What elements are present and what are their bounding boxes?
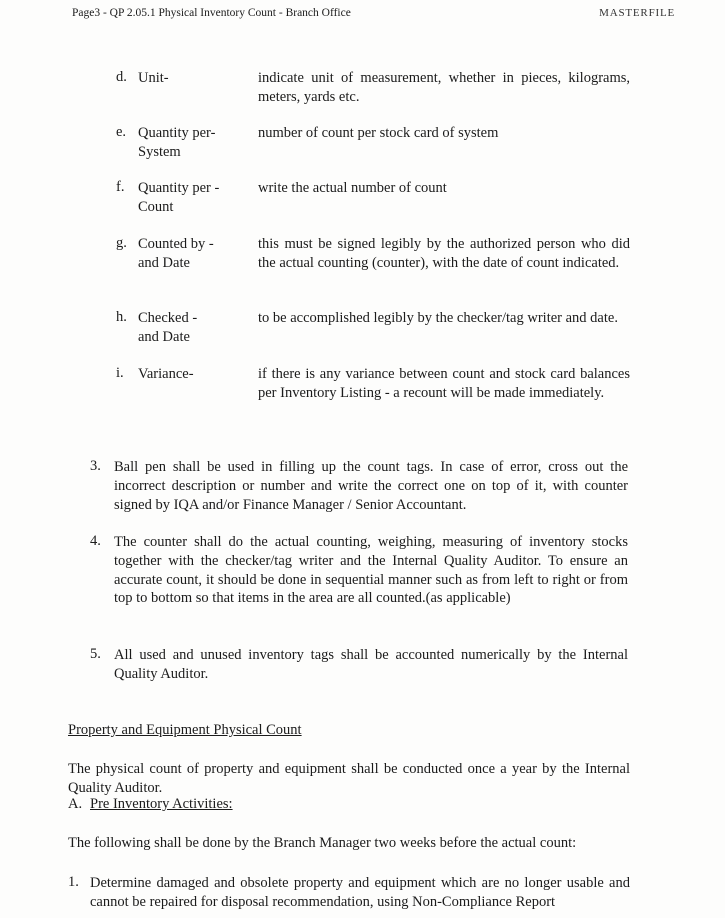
definition-description: to be accomplished legibly by the checker/tag writer and date. xyxy=(258,310,618,326)
definition-term: Quantity per- System xyxy=(138,125,216,160)
definition-letter: f. xyxy=(116,179,125,195)
definition-letter: i. xyxy=(116,365,124,381)
definition-description: indicate unit of measurement, whether in pieces, kilograms, meters, yards etc. xyxy=(258,70,630,105)
paragraph-number: 4. xyxy=(90,533,101,549)
definition-letter: d. xyxy=(116,69,127,85)
paragraph-text: The counter shall do the actual counting, weighing, measuring of inventory stocks together with the checker/tag writer and the Internal Quality Auditor. To ensure an accurate count, it should be done in sequential manner such as from left to right or from top to bottom so that items in the area are all counted.(as applicable) xyxy=(114,534,628,607)
definition-letter: h. xyxy=(116,309,127,325)
subsection-heading xyxy=(68,796,233,813)
definition-term: Variance- xyxy=(138,366,194,382)
definition-description: this must be signed legibly by the authorized person who did the actual counting (counter), with the date of count indicated. xyxy=(258,236,630,271)
definition-term: Counted by - and Date xyxy=(138,236,214,271)
subsection-title: Pre Inventory Activities: xyxy=(90,796,233,812)
subsection-letter: A. xyxy=(68,796,83,812)
paragraph-text: Ball pen shall be used in filling up the count tags. In case of error, cross out the incorrect description or number and write the correct one on top of it, with counter signed by IQA and/or Finance Manager / Senior Accountant. xyxy=(114,459,628,513)
definition-description: if there is any variance between count and stock card balances per Inventory Listing - a recount will be made immediately. xyxy=(258,366,630,401)
section-heading: Property and Equipment Physical Count xyxy=(68,722,302,738)
item-text: Determine damaged and obsolete property and equipment which are no longer usable and cannot be repaired for disposal recommendation, using Non-Compliance Report xyxy=(90,875,630,910)
definition-letter: g. xyxy=(116,235,127,251)
page-header-title: Page3 - QP 2.05.1 Physical Inventory Count - Branch Office xyxy=(72,7,351,19)
definition-description: number of count per stock card of system xyxy=(258,125,499,141)
definition-term: Quantity per - Count xyxy=(138,180,220,215)
lead-sentence: The following shall be done by the Branch Manager two weeks before the actual count: xyxy=(68,835,577,851)
paragraph-number: 5. xyxy=(90,646,101,662)
definition-letter: e. xyxy=(116,124,127,140)
page-header-label: MASTERFILE xyxy=(599,7,675,19)
paragraph-text: All used and unused inventory tags shall be accounted numerically by the Internal Quality Auditor. xyxy=(114,647,628,682)
section-intro: The physical count of property and equipment shall be conducted once a year by the Internal Quality Auditor. xyxy=(68,761,630,796)
definition-description: write the actual number of count xyxy=(258,180,447,196)
item-number: 1. xyxy=(68,874,79,890)
paragraph-number: 3. xyxy=(90,458,101,474)
definition-term: Checked - and Date xyxy=(138,310,198,345)
definition-term: Unit- xyxy=(138,70,169,86)
